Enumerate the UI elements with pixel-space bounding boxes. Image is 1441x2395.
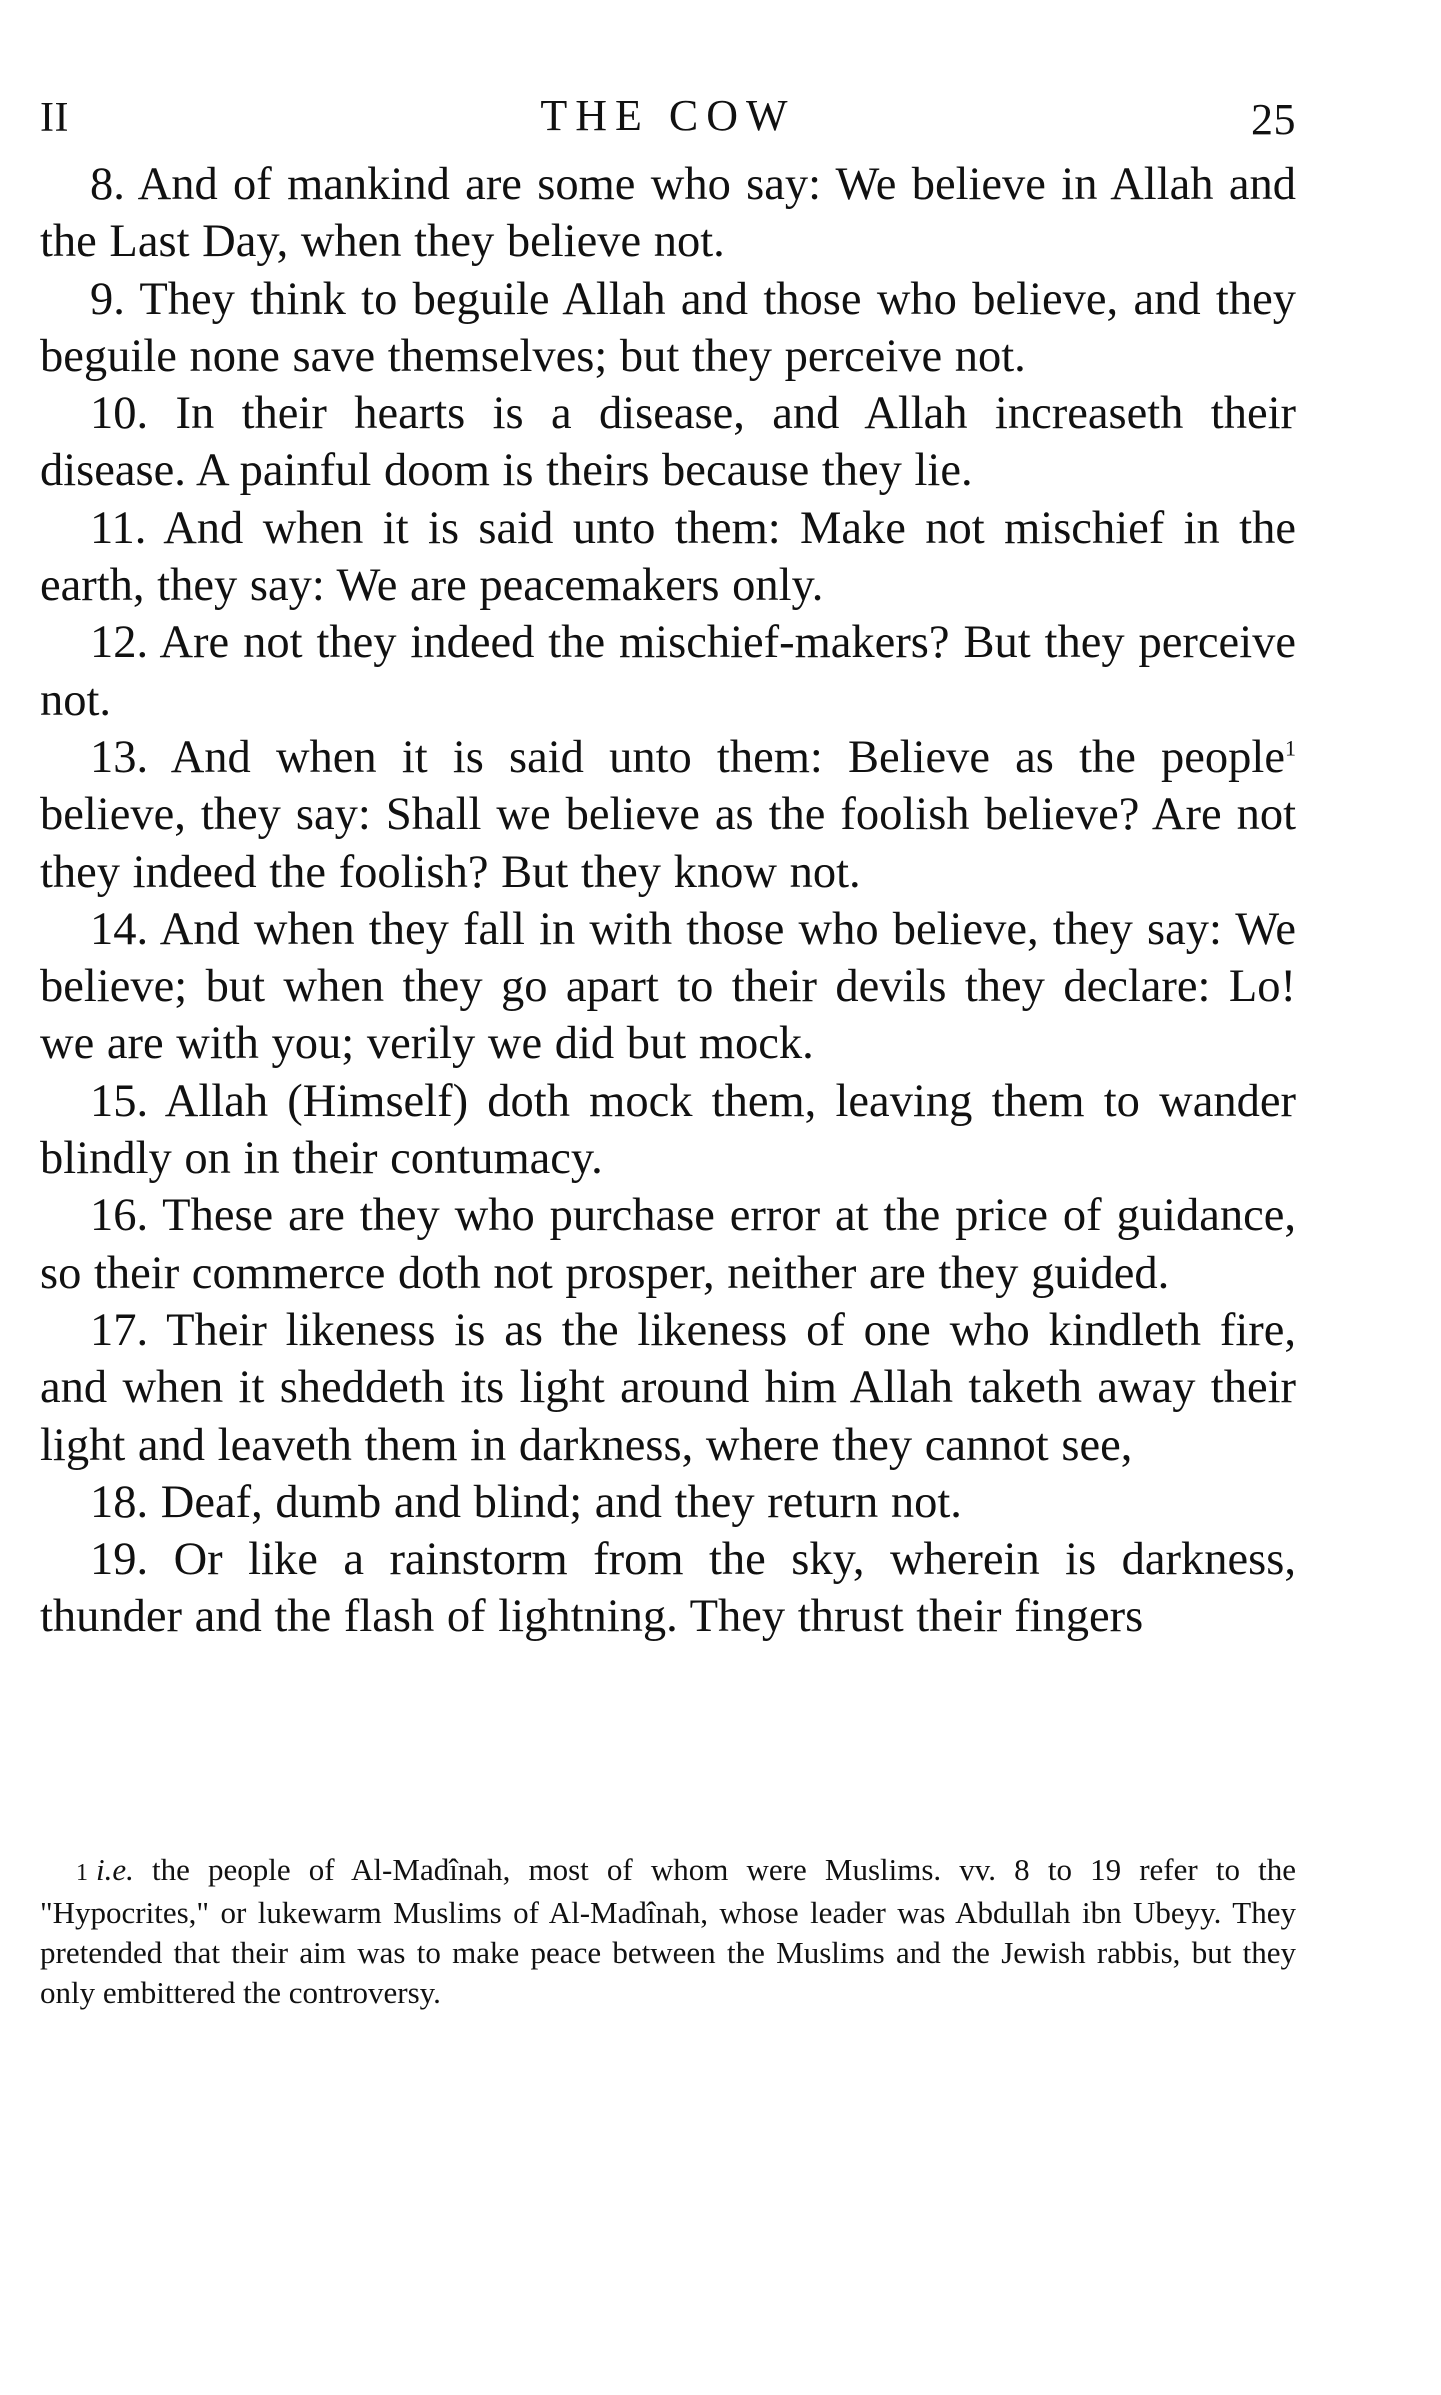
verse-block xyxy=(40,156,1296,1646)
verse-14: 14. And when they fall in with those who believe, they say: We believe; but when they go apart to their devils they declare: Lo! we are with you; verily we did but mock. xyxy=(40,903,1296,1070)
verse-17: 17. Their likeness is as the likeness of one who kindleth fire, and when it sheddeth its light around him Allah taketh away their light and leaveth them in darkness, where they cannot see, xyxy=(40,1304,1296,1471)
verse-12: 12. Are not they indeed the mischief-makers? But they perceive not. xyxy=(40,617,1296,726)
verse-9: 9. They think to beguile Allah and those who believe, and they beguile none save themselves; but they perceive not. xyxy=(40,273,1296,382)
verse-13-text-before: 13. And when it is said unto them: Believe as the people xyxy=(90,731,1285,783)
footnote-text: the people of Al-Madînah, most of whom were Muslims. vv. 8 to 19 refer to the "Hypocrites," or lukewarm Muslims of Al-Madînah, whose leader was Abdullah ibn Ubeyy. They pretended that their aim was to make peace between the Muslims and the Jewish rabbis, but they only embittered the controversy. xyxy=(40,1852,1296,2010)
running-header xyxy=(40,86,1296,156)
verse-19: 19. Or like a rainstorm from the sky, wherein is darkness, thunder and the flash of lightning. They thrust their fingers xyxy=(40,1534,1296,1643)
verse-13 xyxy=(40,729,1296,901)
footnote-marker: 1 xyxy=(76,1860,88,1886)
verse-18: 18. Deaf, dumb and blind; and they return not. xyxy=(90,1476,962,1528)
verse-16: 16. These are they who purchase error at the price of guidance, so their commerce doth not prosper, neither are they guided. xyxy=(40,1190,1296,1299)
chapter-title: THE COW xyxy=(540,91,796,140)
footnote-1 xyxy=(40,1850,1296,2013)
chapter-numeral: II xyxy=(40,95,69,141)
page-number: 25 xyxy=(1251,95,1296,144)
verse-11: 11. And when it is said unto them: Make not mischief in the earth, they say: We are peacemakers only. xyxy=(40,502,1296,612)
footnote-reference[interactable]: 1 xyxy=(1285,735,1296,761)
verse-10: 10. In their hearts is a disease, and Allah increaseth their disease. A painful doom is theirs because they lie. xyxy=(40,388,1296,497)
footnote-abbreviation: i.e. xyxy=(96,1852,134,1887)
book-page xyxy=(40,86,1296,1646)
verse-13-text-after: believe, they say: Shall we believe as the foolish believe? Are not they indeed the foolish? But they know not. xyxy=(40,789,1296,898)
verse-8: 8. And of mankind are some who say: We believe in Allah and the Last Day, when they believe not. xyxy=(40,159,1296,268)
footnote-section xyxy=(40,1850,1296,2013)
verse-15: 15. Allah (Himself) doth mock them, leaving them to wander blindly on in their contumacy. xyxy=(40,1075,1296,1185)
